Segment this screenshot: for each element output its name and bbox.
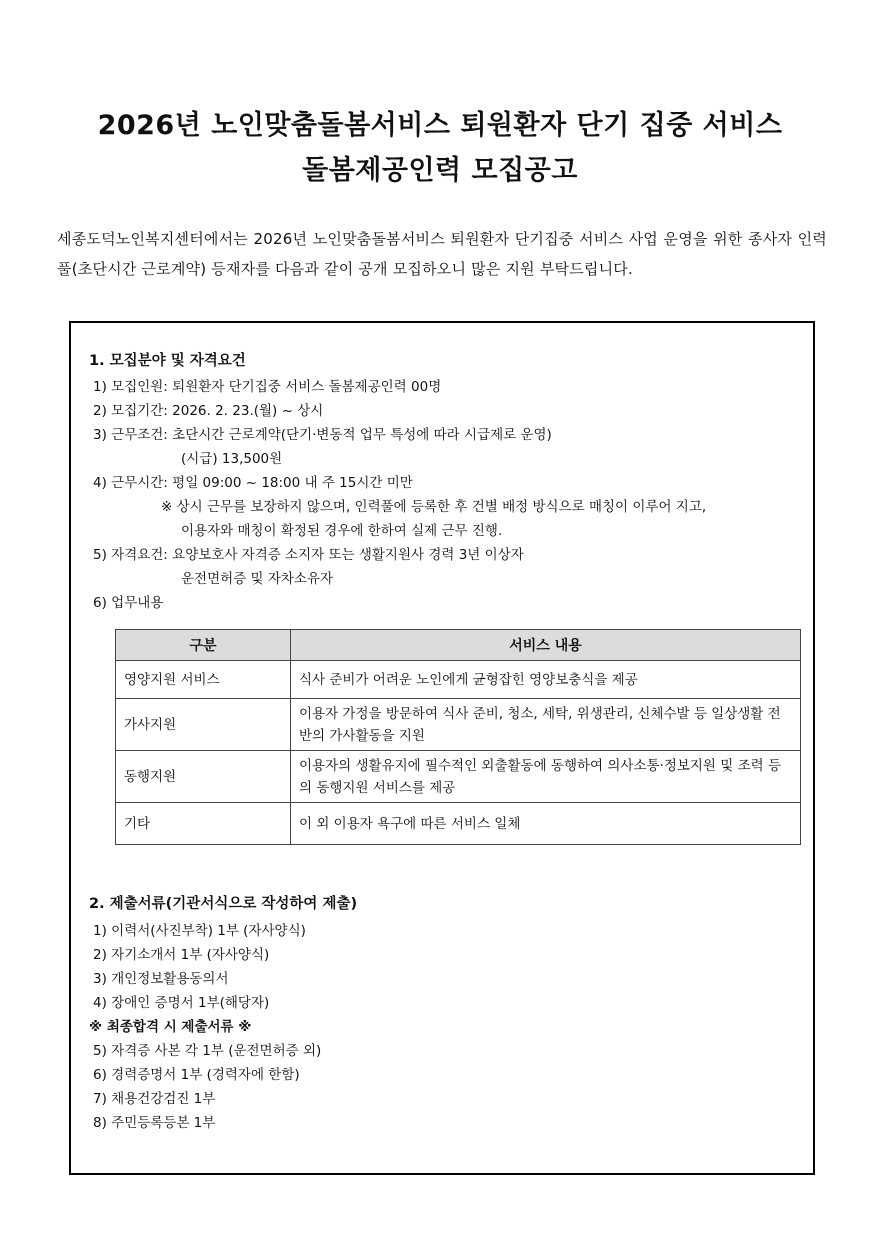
intro-paragraph: 세종도덕노인복지센터에서는 2026년 노인맞춤돌봄서비스 퇴원환자 단기집중 서비스 사업 운영을 위한 종사자 인력풀(초단시간 근로계약) 등재자를 다음과 같이 공개 모집하오니 많은 지원 부탁드립니다.: [57, 230, 827, 278]
table-row: [116, 661, 801, 699]
notice-box: [69, 321, 815, 1175]
row-category: 동행지원: [116, 751, 291, 803]
doc-item: 1) 이력서(사진부착) 1부 (자사양식): [93, 923, 306, 939]
work-conditions: 3) 근무조건: 초단시간 근로계약(단기·변동적 업무 특성에 따라 시급제로 운영): [93, 427, 552, 443]
hourly-wage: (시급) 13,500원: [181, 451, 283, 467]
row-category: 영양지원 서비스: [116, 661, 291, 699]
service-table: [115, 629, 801, 845]
doc-item: 7) 채용건강검진 1부: [93, 1091, 216, 1107]
section1-heading: 1. 모집분야 및 자격요건: [89, 353, 246, 369]
doc-item: 5) 자격증 사본 각 1부 (운전면허증 외): [93, 1043, 322, 1059]
header-category: 구분: [116, 630, 291, 661]
section2-heading: 2. 제출서류(기관서식으로 작성하여 제출): [89, 896, 358, 912]
table-header-row: [116, 630, 801, 661]
doc-item: 2) 자기소개서 1부 (자사양식): [93, 947, 270, 963]
work-note-1: ※ 상시 근무를 보장하지 않으며, 인력풀에 등록한 후 건별 배정 방식으로 매칭이 이루어 지고,: [161, 499, 707, 515]
title-line-1: 2026년 노인맞춤돌봄서비스 퇴원환자 단기 집중 서비스: [97, 110, 783, 141]
final-docs-note: ※ 최종합격 시 제출서류 ※: [89, 1019, 252, 1035]
row-content: 이용자의 생활유지에 필수적인 외출활동에 동행하여 의사소통·정보지원 및 조력 등의 동행지원 서비스를 제공: [291, 751, 801, 803]
work-note-2: 이용자와 매칭이 확정된 경우에 한하여 실제 근무 진행.: [181, 523, 503, 539]
row-content: 식사 준비가 어려운 노인에게 균형잡힌 영양보충식을 제공: [291, 661, 801, 699]
row-category: 기타: [116, 803, 291, 845]
qualifications: 5) 자격요건: 요양보호사 자격증 소지자 또는 생활지원사 경력 3년 이상자: [93, 547, 524, 563]
doc-item: 8) 주민등록등본 1부: [93, 1115, 216, 1131]
table-row: [116, 699, 801, 751]
doc-item: 4) 장애인 증명서 1부(해당자): [93, 995, 270, 1011]
recruit-period: 2) 모집기간: 2026. 2. 23.(월) ~ 상시: [93, 403, 324, 419]
qualifications-2: 운전면허증 및 자차소유자: [181, 571, 334, 587]
recruit-count: 1) 모집인원: 퇴원환자 단기집중 서비스 돌봄제공인력 00명: [93, 379, 442, 395]
doc-item: 6) 경력증명서 1부 (경력자에 한함): [93, 1067, 300, 1083]
duties-label: 6) 업무내용: [93, 595, 164, 611]
table-row: [116, 803, 801, 845]
header-content: 서비스 내용: [291, 630, 801, 661]
title-line-2: 돌봄제공인력 모집공고: [302, 155, 578, 186]
work-hours: 4) 근무시간: 평일 09:00 ~ 18:00 내 주 15시간 미만: [93, 475, 413, 491]
table-row: [116, 751, 801, 803]
row-content: 이용자 가정을 방문하여 식사 준비, 청소, 세탁, 위생관리, 신체수발 등 일상생활 전반의 가사활동을 지원: [291, 699, 801, 751]
doc-item: 3) 개인정보활용동의서: [93, 971, 229, 987]
row-content: 이 외 이용자 욕구에 따른 서비스 일체: [291, 803, 801, 845]
row-category: 가사지원: [116, 699, 291, 751]
